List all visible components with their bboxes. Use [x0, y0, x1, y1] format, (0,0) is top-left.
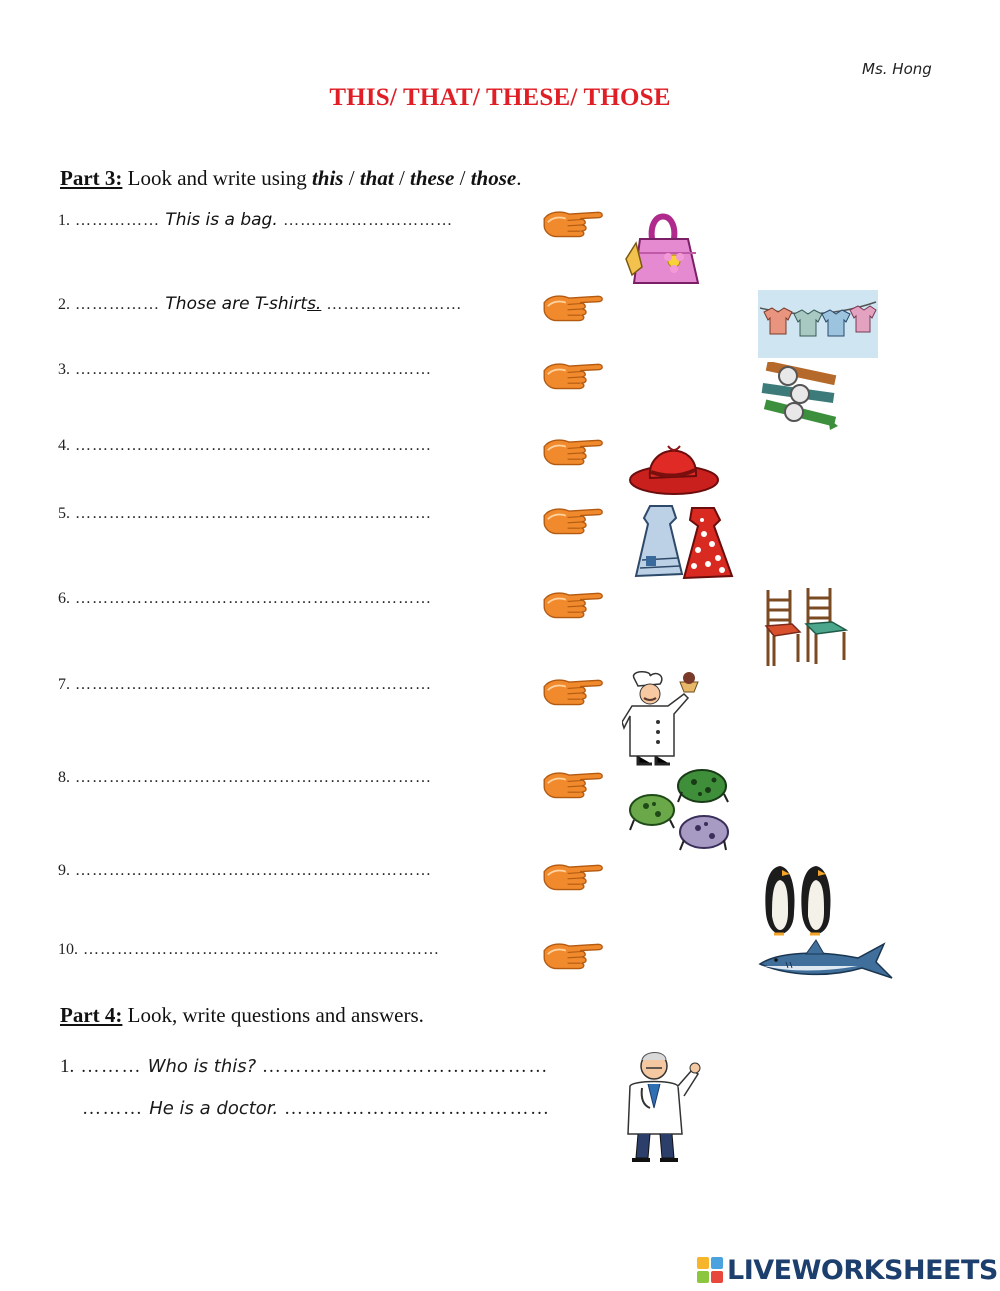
pointing-hand-icon [537, 358, 609, 394]
answer-blank-lead[interactable]: ……… [82, 1098, 144, 1119]
sample-answer: This is a bag. [160, 210, 284, 230]
pointing-hand-icon [537, 206, 609, 242]
part4-heading [60, 1003, 424, 1028]
question-blank-trail[interactable]: …………………………………… [261, 1056, 549, 1077]
exercise-row-10 [58, 941, 440, 959]
pointing-hand-icon [537, 587, 609, 623]
answer-blank-lead[interactable]: …………… [70, 296, 160, 313]
part4-question-row [60, 1056, 549, 1078]
worksheet-title: THIS/ THAT/ THESE/ THOSE [329, 84, 671, 111]
keyword-that: that [359, 166, 394, 190]
exercise-row-5 [58, 505, 432, 523]
author-name: Ms. Hong [862, 60, 932, 78]
answer-blank[interactable]: ……………………………………………………… [70, 862, 432, 879]
exercise-row-4 [58, 437, 432, 455]
part3-label: Part 3: [60, 166, 123, 190]
question-blank-lead[interactable]: ……… [74, 1056, 142, 1077]
pointing-hand-icon [537, 938, 609, 974]
bag-picture [622, 203, 704, 289]
period: . [516, 166, 522, 190]
item-number: 2. [58, 296, 70, 313]
exercise-row-3 [58, 361, 432, 379]
pointing-hand-icon [537, 859, 609, 895]
watches-picture [758, 362, 844, 434]
part3-instruction: Look and write using [122, 166, 312, 190]
sample-answer-end: s. [307, 294, 322, 314]
pointing-hand-icon [537, 767, 609, 803]
item-number: 8. [58, 769, 70, 786]
liveworksheets-logo [697, 1253, 998, 1287]
penguins-picture [760, 862, 844, 938]
pointing-hand-icon [537, 290, 609, 326]
keyword-these: these [410, 166, 455, 190]
item-number: 9. [58, 862, 70, 879]
item-number: 1. [60, 1056, 75, 1077]
part4-answer-row [82, 1098, 551, 1120]
doctor-picture [622, 1048, 702, 1168]
exercise-row-9 [58, 862, 432, 880]
separator: / [393, 166, 411, 190]
pointing-hand-icon [537, 674, 609, 710]
answer-blank[interactable]: ……………………………………………………… [70, 505, 432, 522]
chairs-picture [760, 586, 854, 670]
exercise-row-7 [58, 676, 432, 694]
item-number: 1. [58, 212, 70, 229]
exercise-row-2 [58, 294, 462, 314]
pointing-hand-icon [537, 434, 609, 470]
pointing-hand-icon [537, 503, 609, 539]
answer-blank[interactable]: ……………………………………………………… [70, 769, 432, 786]
separator: / [343, 166, 360, 190]
chef-picture [622, 670, 718, 768]
part3-heading [60, 166, 521, 191]
answer-blank-trail[interactable]: …………………… [321, 296, 463, 313]
item-number: 5. [58, 505, 70, 522]
sample-answer: He is a doctor. [143, 1098, 285, 1119]
item-number: 3. [58, 361, 70, 378]
part4-label: Part 4: [60, 1003, 123, 1027]
answer-blank[interactable]: ……………………………………………………… [70, 590, 432, 607]
item-number: 7. [58, 676, 70, 693]
answer-blank[interactable]: ……………………………………………………… [70, 676, 432, 693]
part4-instruction: Look, write questions and answers. [122, 1003, 424, 1027]
shark-picture [758, 938, 894, 982]
answer-blank[interactable]: ……………………………………………………… [70, 361, 432, 378]
logo-text: LIVEWORKSHEETS [727, 1254, 998, 1286]
frogs-picture [626, 766, 730, 858]
t-shirts-picture [758, 290, 878, 358]
keyword-those: those [470, 166, 517, 190]
answer-blank[interactable]: ……………………………………………………… [78, 941, 440, 958]
answer-blank[interactable]: ……………………………………………………… [70, 437, 432, 454]
keyword-this: this [311, 166, 344, 190]
answer-blank-lead[interactable]: …………… [70, 212, 160, 229]
hat-picture [628, 434, 720, 498]
exercise-row-6 [58, 590, 432, 608]
sample-answer: Those are T-shirt [160, 294, 308, 314]
answer-blank-trail[interactable]: ………………………… [283, 212, 454, 229]
item-number: 6. [58, 590, 70, 607]
item-number: 10. [58, 941, 78, 958]
dresses-picture [628, 500, 740, 584]
logo-mark-icon [697, 1257, 723, 1283]
exercise-row-1 [58, 210, 453, 230]
exercise-row-8 [58, 769, 432, 787]
answer-blank-trail[interactable]: ………………………………… [284, 1098, 551, 1119]
item-number: 4. [58, 437, 70, 454]
sample-question: Who is this? [142, 1056, 262, 1077]
separator: / [454, 166, 471, 190]
